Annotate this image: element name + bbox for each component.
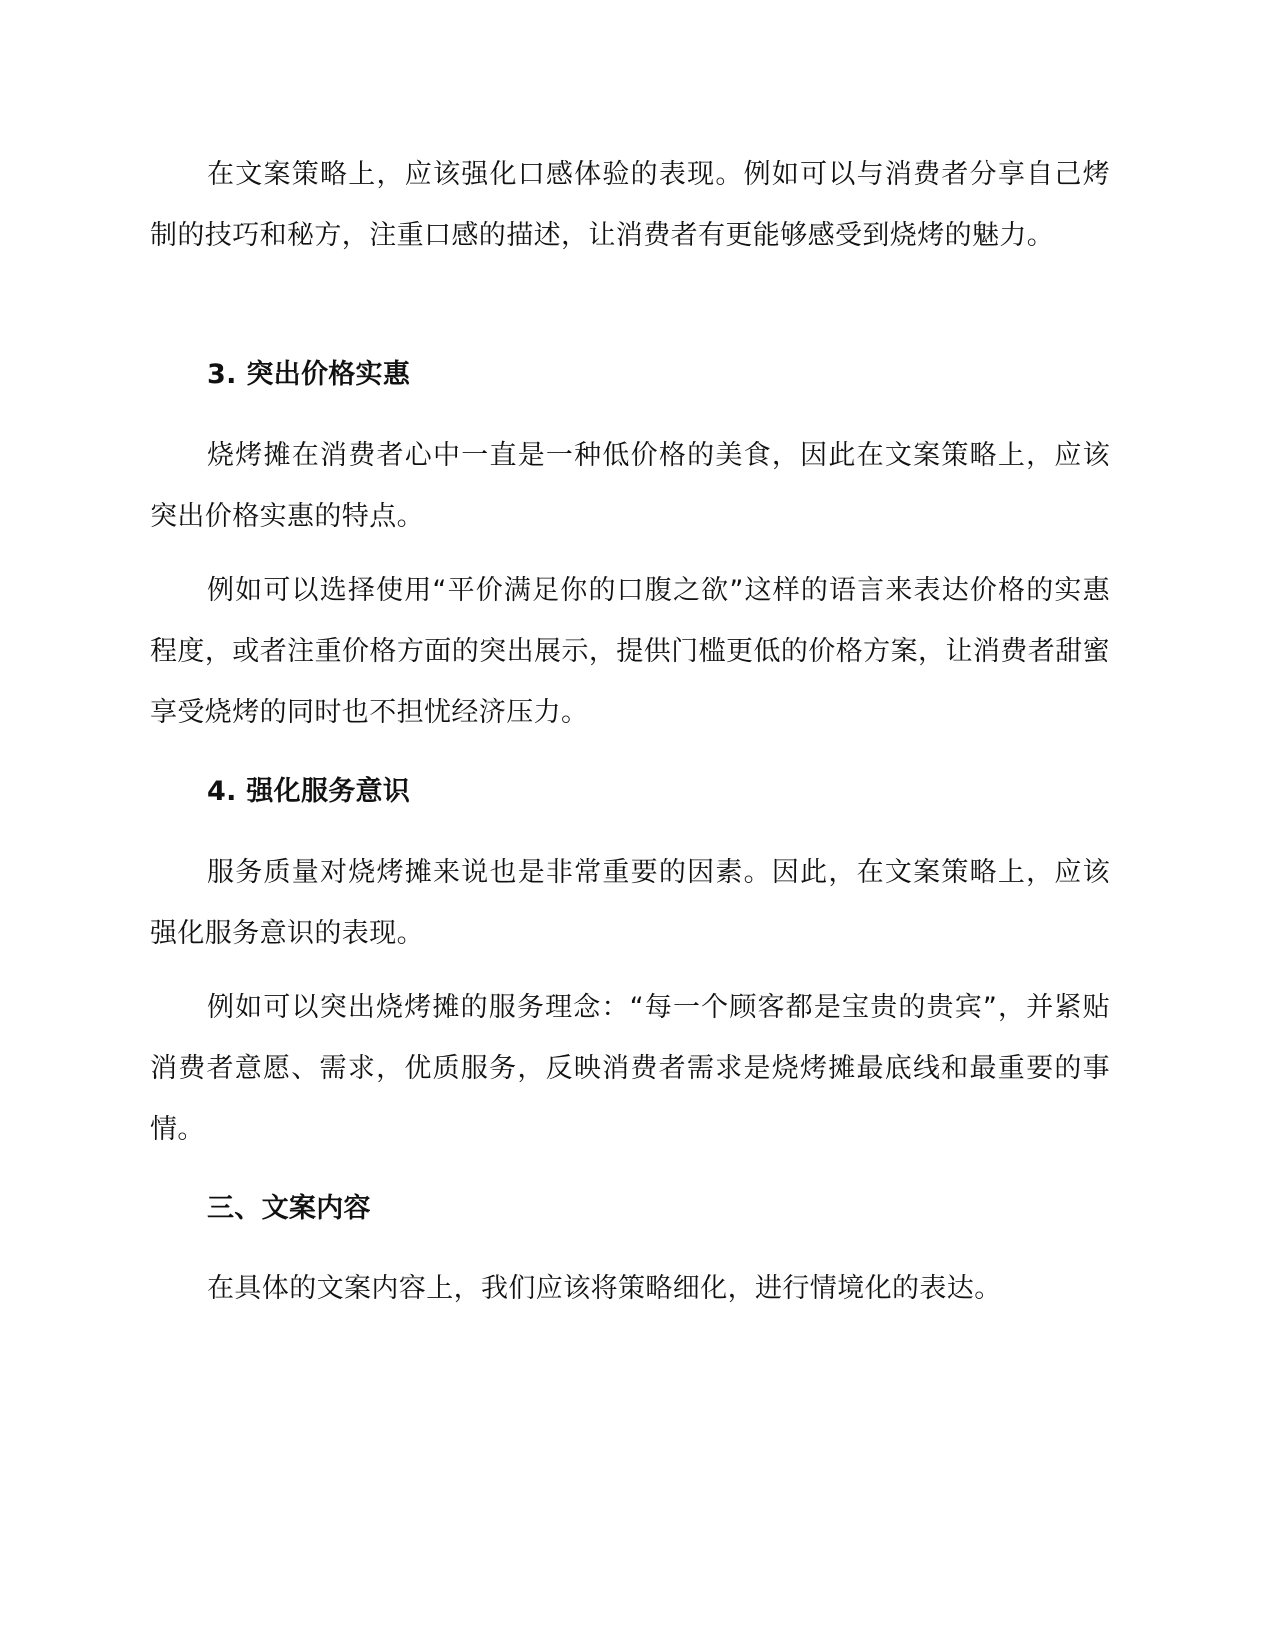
- paragraph-service-example: 例如可以突出烧烤摊的服务理念：“每一个顾客都是宝贵的贵宾”，并紧贴消费者意愿、需求，优质服务，反映消费者需求是烧烤摊最底线和最重要的事情。: [150, 992, 1110, 1145]
- section-heading-service: 4. 强化服务意识: [207, 776, 411, 807]
- paragraph-price-intro: 烧烤摊在消费者心中一直是一种低价格的美食，因此在文案策略上，应该突出价格实惠的特点。: [150, 440, 1110, 532]
- section-heading-price: 3. 突出价格实惠: [207, 359, 411, 390]
- paragraph-service-intro: 服务质量对烧烤摊来说也是非常重要的因素。因此，在文案策略上，应该强化服务意识的表现。: [150, 857, 1110, 949]
- paragraph-content-intro: 在具体的文案内容上，我们应该将策略细化，进行情境化的表达。: [207, 1273, 1002, 1304]
- paragraph-taste-experience: 在文案策略上，应该强化口感体验的表现。例如可以与消费者分享自己烤制的技巧和秘方，注重口感的描述，让消费者有更能够感受到烧烤的魅力。: [150, 159, 1110, 251]
- paragraph-price-example: 例如可以选择使用“平价满足你的口腹之欲”这样的语言来表达价格的实惠程度，或者注重价格方面的突出展示，提供门槛更低的价格方案，让消费者甜蜜享受烧烤的同时也不担忧经济压力。: [150, 575, 1110, 728]
- section-heading-content: 三、文案内容: [207, 1193, 371, 1224]
